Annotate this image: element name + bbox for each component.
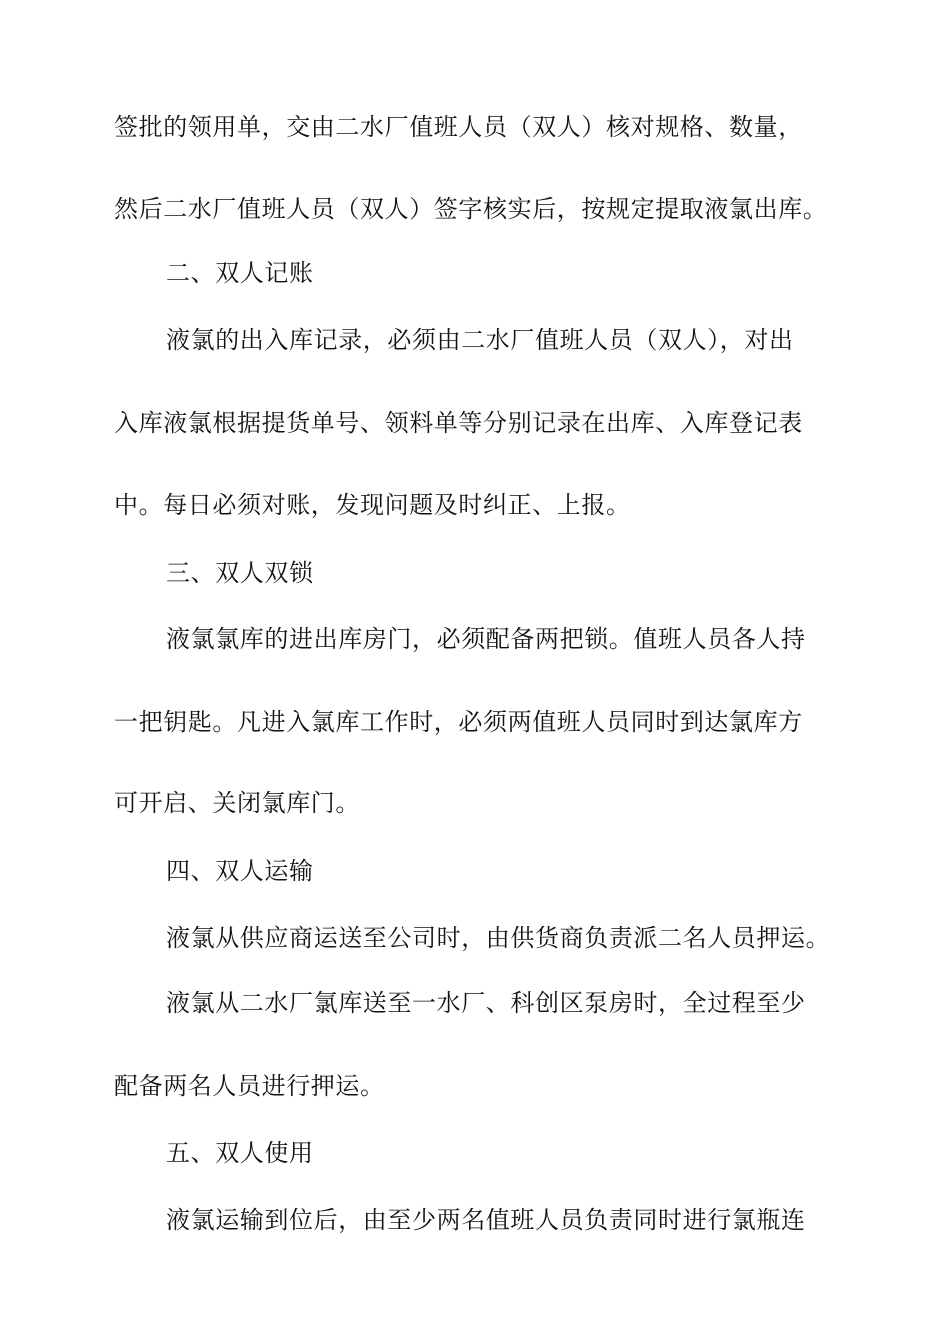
- paragraph-line: 液氯的出入库记录，必须由二水厂值班人员（双人），对出: [166, 326, 794, 354]
- paragraph-line: 液氯氯库的进出库房门，必须配备两把锁。值班人员各人持: [166, 625, 806, 653]
- section-heading: 三、双人双锁: [166, 559, 314, 587]
- section-heading: 五、双人使用: [166, 1139, 314, 1167]
- paragraph-line: 入库液氯根据提货单号、领料单等分别记录在出库、入库登记表: [114, 409, 803, 437]
- paragraph-line: 中。每日必须对账，发现问题及时纠正、上报。: [114, 491, 631, 519]
- paragraph-line: 液氯从二水厂氯库送至一水厂、科创区泵房时，全过程至少: [166, 989, 806, 1017]
- section-heading: 二、双人记账: [166, 259, 314, 287]
- paragraph-line: 然后二水厂值班人员（双人）签字核实后，按规定提取液氯出库。: [114, 195, 828, 223]
- paragraph-line: 液氯从供应商运送至公司时，由供货商负责派二名人员押运。: [166, 924, 831, 952]
- paragraph-line: 液氯运输到位后，由至少两名值班人员负责同时进行氯瓶连: [166, 1206, 806, 1234]
- section-heading: 四、双人运输: [166, 857, 314, 885]
- paragraph-line: 配备两名人员进行押运。: [114, 1072, 385, 1100]
- paragraph-line: 一把钥匙。凡进入氯库工作时，必须两值班人员同时到达氯库方: [114, 708, 803, 736]
- paragraph-line: 可开启、关闭氯库门。: [114, 789, 360, 817]
- paragraph-line: 签批的领用单，交由二水厂值班人员（双人）核对规格、数量，: [114, 113, 803, 141]
